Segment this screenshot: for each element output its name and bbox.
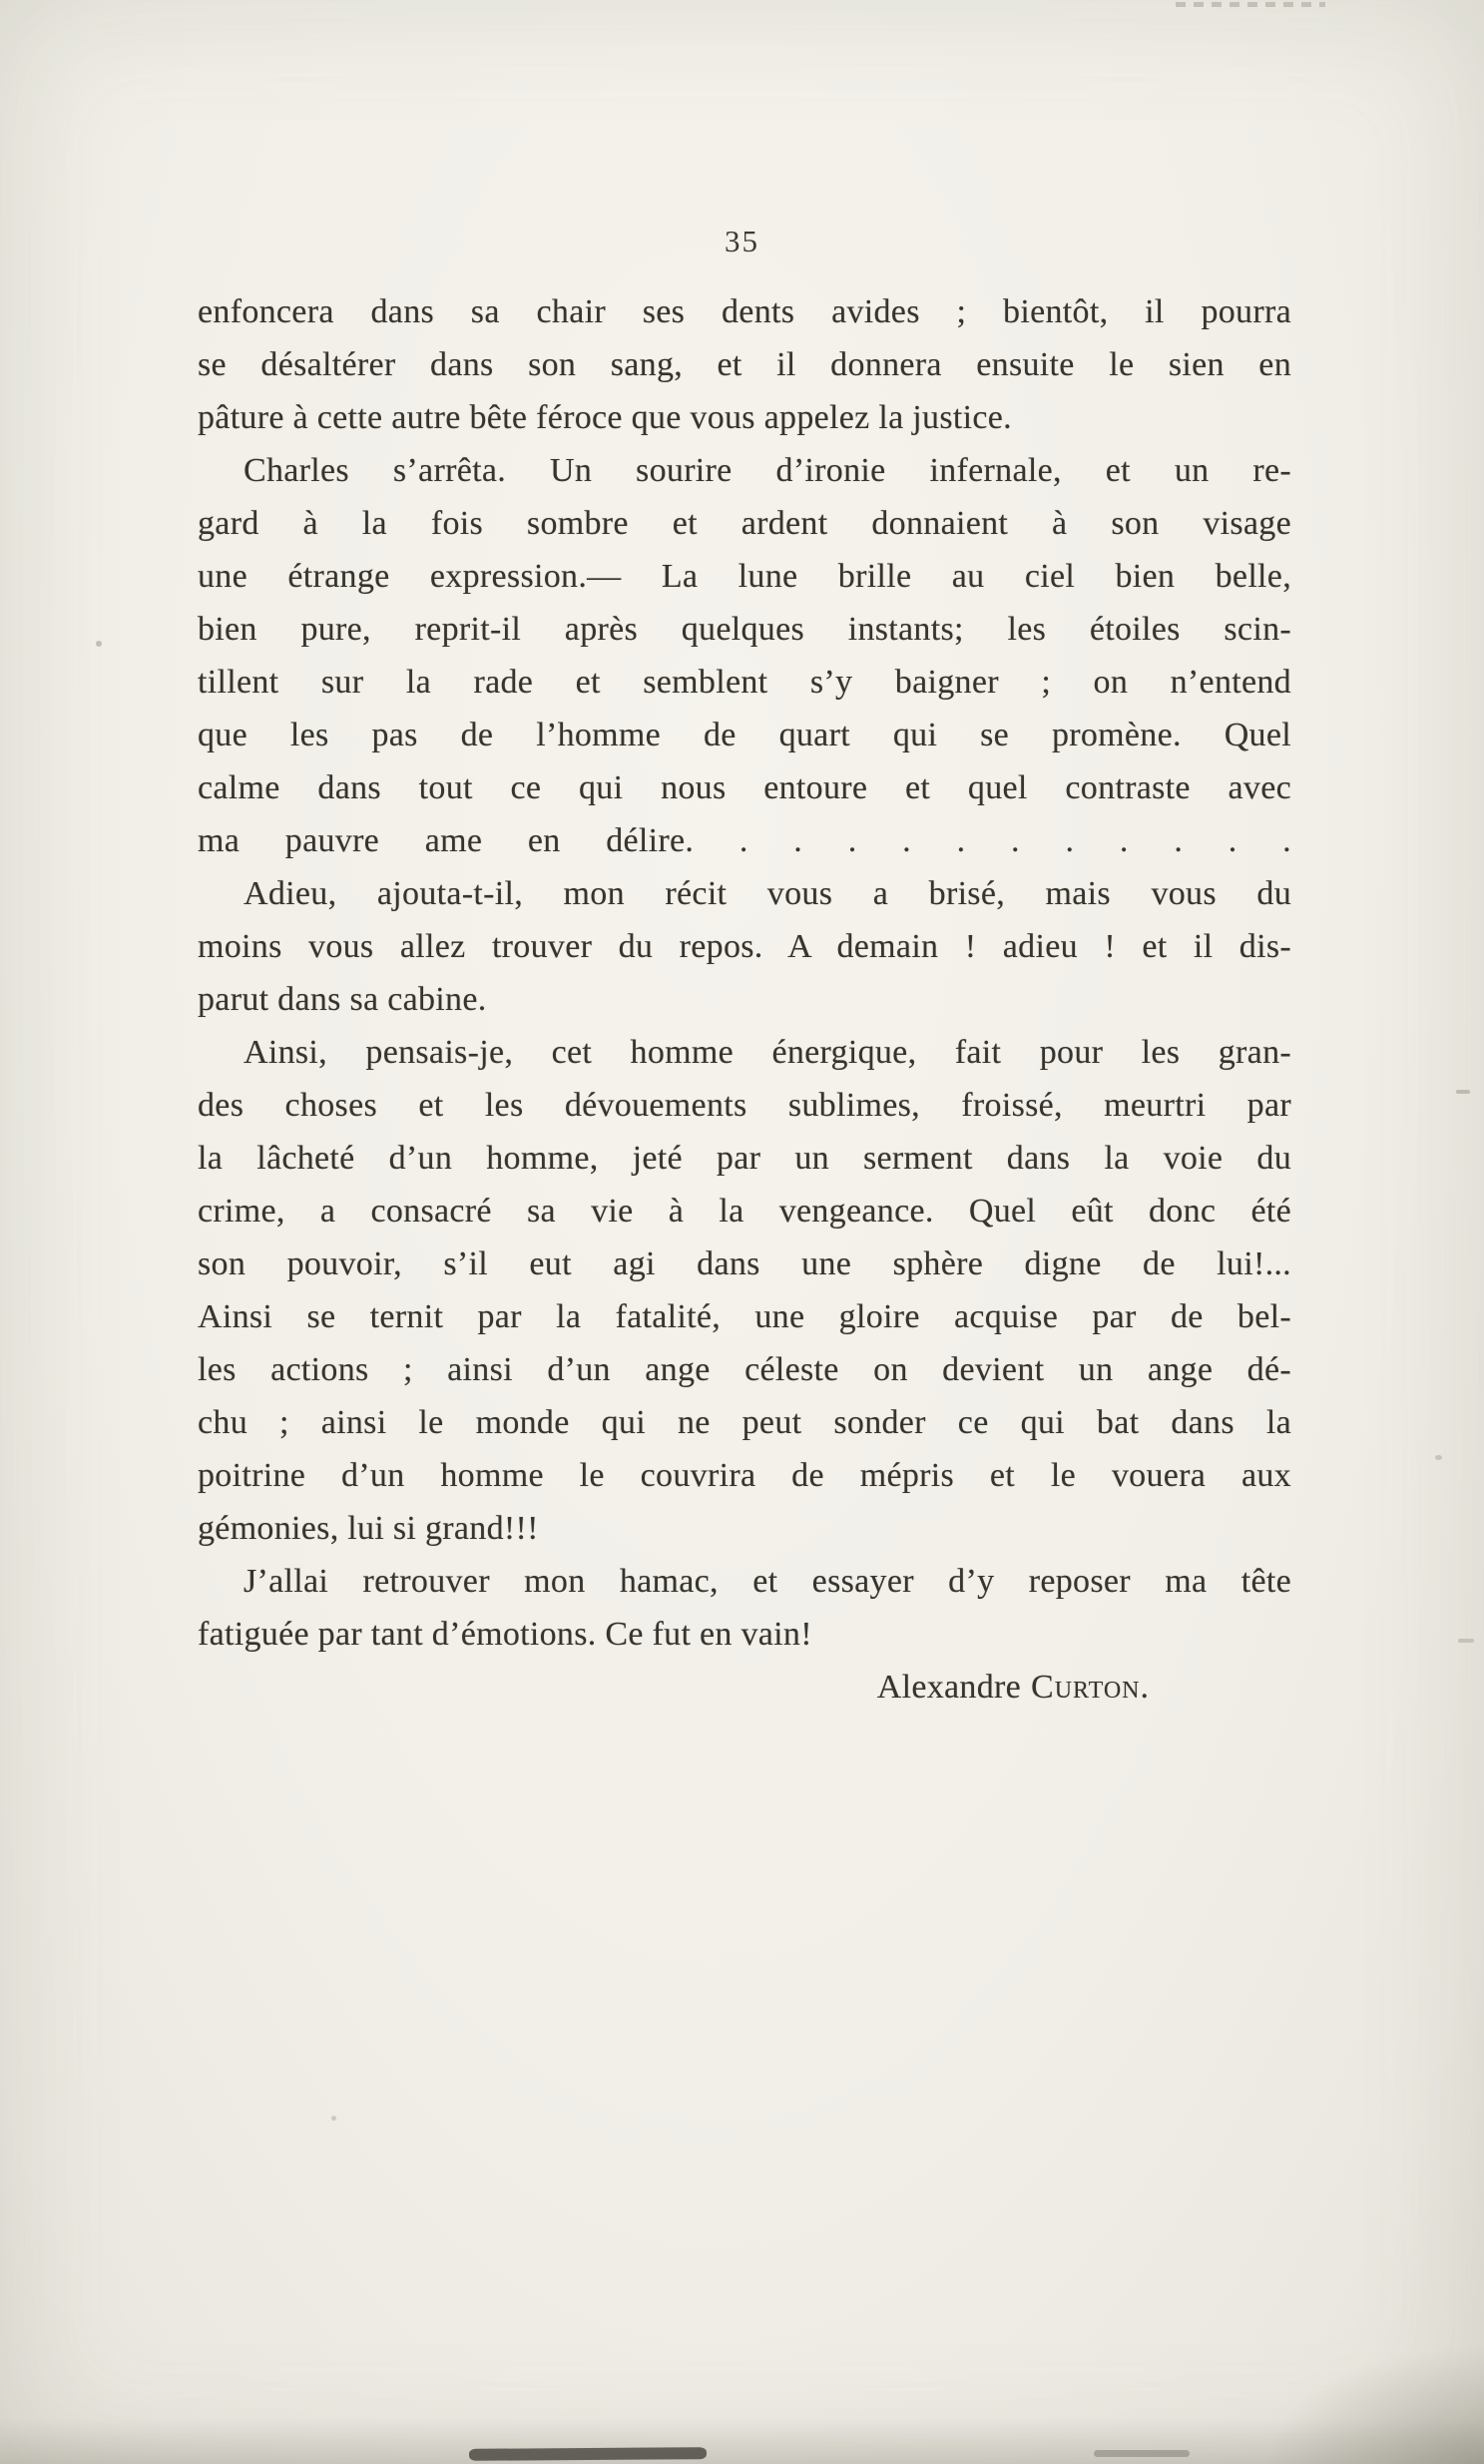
author-last-name: Curton. — [1031, 1669, 1150, 1706]
text-line: parut dans sa cabine. — [198, 981, 487, 1018]
scan-artifact-edge-tick — [1456, 1090, 1470, 1094]
scan-artifact-corner-shade — [1264, 2344, 1484, 2464]
text-line: enfoncera dans sa chair ses dents avides ; bientôt, il pourra — [198, 293, 1291, 330]
text-line: son pouvoir, s’il eut agi dans une sphère digne de lui!... — [198, 1245, 1291, 1282]
scan-artifact-bottom-shade — [0, 2418, 1484, 2464]
text-line: bien pure, reprit-il après quelques instants; les étoiles scin- — [198, 611, 1291, 648]
text-line: gard à la fois sombre et ardent donnaient à son visage — [198, 505, 1291, 542]
scan-artifact-bottom-mark — [469, 2447, 707, 2461]
scan-artifact-speck — [96, 641, 102, 647]
text-line: calme dans tout ce qui nous entoure et quel contraste avec — [198, 769, 1291, 806]
text-line: Adieu, ajouta-t-il, mon récit vous a brisé, mais vous du — [244, 875, 1291, 912]
page-content — [198, 285, 1291, 1714]
scan-artifact-speck — [1435, 1455, 1442, 1460]
scan-artifact-bottom-mark — [1094, 2450, 1190, 2457]
text-line: poitrine d’un homme le couvrira de mépris et le vouera aux — [198, 1457, 1291, 1494]
scan-artifact-edge-tick — [1458, 1639, 1474, 1643]
text-line: moins vous allez trouver du repos. A demain ! adieu ! et il dis- — [198, 928, 1291, 965]
text-block — [198, 285, 1291, 1661]
page-number: 35 — [725, 224, 759, 258]
text-line: des choses et les dévouements sublimes, froissé, meurtri par — [198, 1087, 1291, 1124]
text-line: gémonies, lui si grand!!! — [198, 1510, 539, 1547]
text-line: Charles s’arrêta. Un sourire d’ironie infernale, et un re- — [244, 452, 1291, 489]
text-line: ma pauvre ame en délire. . . . . . . . . . . . — [198, 822, 1291, 859]
text-line: fatiguée par tant d’émotions. Ce fut en vain! — [198, 1616, 812, 1653]
text-line: crime, a consacré sa vie à la vengeance. Quel eût donc été — [198, 1193, 1291, 1230]
text-line: pâture à cette autre bête féroce que vous appelez la justice. — [198, 399, 1012, 436]
text-line: J’allai retrouver mon hamac, et essayer d’y reposer ma tête — [244, 1563, 1291, 1600]
text-line: se désaltérer dans son sang, et il donnera ensuite le sien en — [198, 346, 1291, 383]
author-first-name: Alexandre — [876, 1669, 1022, 1706]
text-line: les actions ; ainsi d’un ange céleste on devient un ange dé- — [198, 1351, 1291, 1388]
text-line: tillent sur la rade et semblent s’y baigner ; on n’entend — [198, 664, 1291, 701]
text-line: Ainsi, pensais-je, cet homme énergique, fait pour les gran- — [244, 1034, 1291, 1071]
text-line: que les pas de l’homme de quart qui se promène. Quel — [198, 717, 1291, 753]
text-line: une étrange expression.— La lune brille au ciel bien belle, — [198, 558, 1291, 595]
scan-artifact-speck — [331, 2116, 336, 2121]
text-line: chu ; ainsi le monde qui ne peut sonder ce qui bat dans la — [198, 1404, 1291, 1441]
text-line: la lâcheté d’un homme, jeté par un serment dans la voie du — [198, 1140, 1291, 1177]
author-signature — [198, 1661, 1291, 1714]
text-line: Ainsi se ternit par la fatalité, une gloire acquise par de bel- — [198, 1298, 1291, 1335]
